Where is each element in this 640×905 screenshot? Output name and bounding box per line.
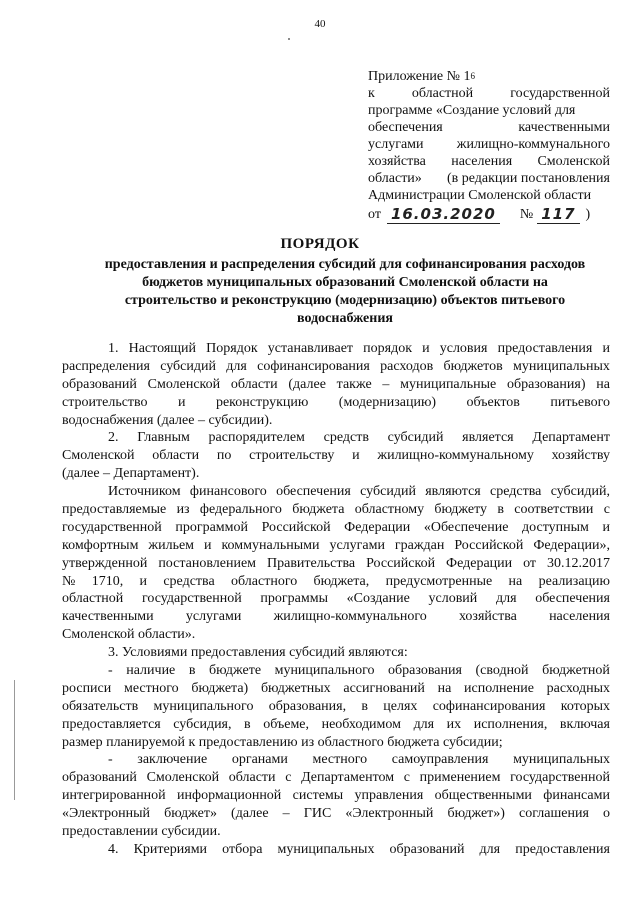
body-word: в — [497, 502, 504, 518]
body-word: (модернизацию) — [338, 394, 437, 410]
body-word: (далее — [231, 806, 269, 822]
body-word: хозяйству — [551, 448, 610, 464]
body-word: устанавливает — [267, 341, 354, 356]
body-word: программой — [175, 519, 249, 535]
body-word: софинансирования — [257, 358, 370, 374]
body-word: строительству — [249, 448, 335, 464]
body-line — [62, 662, 610, 680]
body-word: 4. — [108, 841, 119, 857]
appendix-line — [368, 136, 610, 153]
body-word: качественными — [62, 609, 154, 625]
appendix-word: областной — [411, 86, 474, 101]
body-word: субсидий, — [550, 484, 610, 500]
body-word: бюджету — [434, 502, 488, 518]
body-word: софинансирования — [432, 698, 546, 714]
body-word: Смоленской — [146, 770, 220, 786]
body-word: доступным — [522, 519, 589, 535]
body-word: наличие — [126, 663, 176, 679]
appendix-word: обеспечения — [368, 120, 443, 135]
document-title: ПОРЯДОК — [280, 236, 360, 252]
body-line — [62, 358, 610, 376]
body-word: бюджетов — [443, 358, 503, 374]
body-word: Критериями — [133, 841, 208, 857]
body-word: хозяйства — [458, 609, 517, 625]
body-line — [62, 501, 610, 519]
body-line-text: размер планируемой к предоставлению из областного бюджета субсидии; — [62, 734, 503, 750]
body-word: области — [152, 448, 200, 464]
body-word: (сводной — [475, 663, 529, 679]
body-word: и — [178, 394, 186, 410]
body-word: государственной — [141, 591, 242, 607]
scan-margin-mark — [14, 680, 16, 800]
body-word: применением — [419, 770, 501, 786]
body-line — [62, 823, 610, 841]
body-word: «Обеспечение — [423, 519, 509, 535]
body-word: жилищно-коммунальному — [377, 448, 534, 464]
body-word: необходимом — [321, 716, 402, 732]
body-word: исполнения, — [473, 716, 548, 732]
body-word: исполнение — [464, 680, 534, 696]
body-word: (далее — [288, 376, 326, 392]
body-line — [62, 394, 610, 412]
body-word: отбора — [222, 841, 263, 857]
body-word: расходов — [380, 358, 434, 374]
appendix-date-line — [368, 206, 610, 224]
body-line — [62, 787, 610, 805]
body-word: Департаментом — [301, 770, 395, 786]
appendix-label: Приложение № 1 — [368, 69, 471, 84]
body-word: «Электронный — [62, 806, 151, 822]
body-word: Федерации — [446, 555, 513, 571]
body-word: «Электронный — [345, 806, 434, 822]
body-word: реализацию — [538, 573, 610, 589]
body-word: субсидия, — [173, 716, 232, 732]
body-word: Федерации — [344, 519, 411, 535]
body-word: предоставляемые — [62, 502, 167, 518]
body-word: обязательств — [62, 698, 139, 714]
body-word: 30.12.2017 — [546, 555, 610, 571]
handwritten-date: 16.03.2020 — [387, 206, 500, 224]
body-line — [62, 805, 610, 823]
body-word: жилищно-коммунального — [273, 609, 427, 625]
body-word: для — [413, 716, 435, 732]
body-word: с — [403, 770, 411, 786]
body-word: Российской — [261, 519, 331, 535]
body-line — [62, 734, 610, 752]
appendix-superscript: 6 — [470, 71, 475, 81]
body-word: соответствии — [514, 502, 594, 518]
body-word: распорядителем — [208, 430, 305, 446]
body-word: - — [108, 752, 113, 768]
body-word: бюджет» — [164, 806, 217, 822]
body-line — [62, 465, 610, 483]
body-word: услугами — [185, 609, 242, 625]
body-word: средства — [490, 484, 542, 500]
body-word: из — [176, 502, 190, 518]
body-word: программы — [260, 591, 328, 607]
body-word: Главным — [137, 430, 190, 446]
body-line — [62, 644, 610, 662]
body-word: Департамент — [532, 430, 610, 446]
body-word: № — [62, 573, 76, 589]
body-word: порядок — [363, 341, 413, 356]
body-line — [62, 590, 610, 608]
body-word: бюджета, — [313, 573, 370, 589]
body-word: для — [226, 358, 247, 374]
body-word: образований — [62, 376, 137, 392]
body-word: обеспечения — [276, 484, 351, 500]
body-word: 1. — [108, 341, 119, 356]
body-word: объектов — [466, 394, 520, 410]
body-word: жильем — [148, 537, 195, 553]
body-word: и — [204, 537, 212, 553]
body-word: образования — [388, 663, 462, 679]
body-line — [62, 841, 610, 859]
body-word: соглашения — [519, 806, 589, 822]
body-word: средства — [163, 573, 215, 589]
body-line — [62, 751, 610, 769]
body-line-text: водоснабжения (далее – субсидии). — [62, 412, 273, 428]
body-word: расходных — [546, 680, 610, 696]
body-line — [62, 626, 610, 644]
body-word: целях — [383, 698, 418, 714]
appendix-word: хозяйства — [368, 154, 426, 169]
body-line — [62, 769, 610, 787]
body-word: условий — [428, 591, 478, 607]
body-word: включая — [559, 716, 610, 732]
body-line — [62, 698, 610, 716]
number-prefix: № — [519, 207, 534, 222]
appendix-line — [368, 85, 610, 102]
body-word: росписи — [62, 680, 112, 696]
body-word: бюджет») — [447, 806, 505, 822]
appendix-word: населения — [451, 154, 513, 169]
appendix-word: области» — [368, 171, 422, 186]
body-line — [62, 429, 610, 447]
body-word: бюджета) — [191, 680, 249, 696]
appendix-word: жилищно-коммунального — [456, 137, 610, 152]
number-suffix: ) — [585, 207, 591, 222]
body-word: на — [508, 573, 523, 589]
body-word: в — [361, 698, 368, 714]
body-word: для — [479, 841, 501, 857]
body-word: на — [596, 376, 610, 392]
body-word: в — [244, 716, 251, 732]
appendix-line — [368, 68, 610, 85]
body-word: субсидий — [160, 358, 216, 374]
appendix-line — [368, 153, 610, 170]
document-body — [62, 340, 610, 859]
body-word: областной — [62, 591, 124, 607]
body-word: бюджетной — [542, 663, 610, 679]
body-word: и — [422, 341, 430, 356]
body-word: является — [462, 430, 514, 446]
document-subtitle: предоставления и распределения субсидий для софинансирования расходов бюджетов муниципальных образований Смоленской области на строительство и реконструкцию (модернизацию) объектов питьевого водоснабжения — [104, 257, 586, 326]
body-word: общественными — [434, 788, 532, 804]
body-word: муниципального — [153, 698, 254, 714]
body-word: местного — [312, 752, 368, 768]
body-word: - — [108, 663, 113, 679]
body-word: Федерации», — [533, 537, 610, 553]
body-word: муниципальных — [513, 752, 610, 768]
body-line-text: (далее – Департамент). — [62, 466, 200, 482]
body-word: области — [228, 770, 276, 786]
body-word: с — [603, 502, 610, 518]
body-word: государственной — [510, 770, 610, 786]
body-word: областного — [231, 573, 298, 589]
body-word: – — [382, 376, 390, 392]
body-word: бюджета — [292, 502, 345, 518]
body-word: 1710, — [91, 573, 124, 589]
appendix-word: программе «Создание условий для — [368, 103, 576, 118]
body-line — [62, 537, 610, 555]
appendix-word: (в редакции постановления — [446, 171, 610, 186]
body-word: их — [446, 716, 462, 732]
date-prefix: от — [368, 207, 381, 222]
body-word: – — [282, 806, 290, 822]
appendix-word: государственной — [510, 86, 610, 101]
body-word: образований — [62, 770, 137, 786]
body-word: Настоящий — [128, 341, 197, 356]
body-word: «Создание — [346, 591, 410, 607]
page-number: 40 — [314, 18, 326, 30]
body-line-text: предоставлении субсидии. — [62, 824, 221, 840]
body-word: в — [188, 663, 196, 679]
body-word: реконструкцию — [215, 394, 309, 410]
body-line — [62, 573, 610, 591]
body-word: предоставляется — [62, 716, 161, 732]
body-word: муниципальные — [400, 376, 497, 392]
body-word: средств — [323, 430, 369, 446]
body-word: на — [437, 680, 452, 696]
body-line — [62, 447, 610, 465]
body-line — [62, 555, 610, 573]
body-word: муниципального — [274, 663, 375, 679]
body-word: предоставления — [497, 341, 593, 356]
body-word: и — [139, 573, 148, 589]
body-word: органами — [231, 752, 288, 768]
body-word: Источником — [108, 484, 181, 500]
body-word: Смоленской — [62, 448, 135, 464]
appendix-line — [368, 102, 610, 119]
body-word: с — [285, 770, 292, 786]
body-line — [62, 483, 610, 501]
body-word: заключение — [137, 752, 208, 768]
body-word: питьевого — [550, 394, 610, 410]
body-word: области — [230, 376, 278, 392]
body-word: местного — [123, 680, 179, 696]
appendix-line — [368, 187, 610, 204]
body-word: о — [603, 806, 610, 822]
body-line-text: Смоленской области». — [62, 627, 196, 643]
appendix-line — [368, 170, 610, 187]
body-word: Правительства — [267, 555, 356, 571]
body-line — [62, 519, 610, 537]
body-word: Смоленской — [147, 376, 221, 392]
body-line — [62, 340, 610, 358]
body-word: ГИС — [303, 806, 332, 822]
body-line — [62, 376, 610, 394]
body-word: предусмотренные — [385, 573, 493, 589]
body-word: управления — [354, 788, 424, 804]
body-word: для — [495, 591, 517, 607]
body-word: от — [523, 555, 537, 571]
body-word: комфортным — [62, 537, 139, 553]
body-word: постановлением — [158, 555, 257, 571]
body-line-text: 3. Условиями предоставления субсидий являются: — [108, 645, 408, 661]
body-word: предоставления — [515, 841, 610, 857]
body-word: населения — [549, 609, 610, 625]
body-word: которых — [560, 698, 610, 714]
appendix-word: Смоленской — [537, 154, 610, 169]
handwritten-number: 117 — [537, 206, 579, 224]
body-word: образований — [389, 841, 465, 857]
appendix-word: Администрации Смоленской области — [368, 188, 592, 203]
body-word: услугами — [329, 537, 385, 553]
body-word: интегрированной — [62, 788, 166, 804]
body-word: ассигнований — [343, 680, 425, 696]
appendix-line — [368, 119, 610, 136]
body-word: строительство — [62, 394, 148, 410]
appendix-word: услугами — [368, 137, 424, 152]
body-word: и — [352, 448, 360, 464]
body-word: субсидий — [360, 484, 416, 500]
appendix-word: качественными — [518, 120, 610, 135]
body-word: объеме, — [263, 716, 310, 732]
body-word: являются — [425, 484, 481, 500]
body-word: информационной — [177, 788, 282, 804]
body-word: бюджете — [209, 663, 262, 679]
body-line — [62, 716, 610, 734]
body-word: самоуправления — [391, 752, 489, 768]
body-word: коммунальными — [221, 537, 320, 553]
body-line — [62, 680, 610, 698]
body-word: обеспечения — [535, 591, 610, 607]
body-word: муниципальных — [513, 358, 610, 374]
scan-speck — [288, 38, 290, 40]
body-word: муниципальных — [277, 841, 375, 857]
body-word: граждан — [394, 537, 445, 553]
body-word: финансового — [189, 484, 267, 500]
body-word: распределения — [62, 358, 150, 374]
body-word: образования) — [506, 376, 586, 392]
body-word: условия — [439, 341, 488, 356]
body-word: бюджетных — [260, 680, 331, 696]
appendix-header — [368, 68, 610, 224]
body-line — [62, 608, 610, 626]
body-word: 2. — [108, 430, 119, 446]
body-word: Порядок — [206, 341, 258, 356]
body-word: по — [216, 448, 232, 464]
body-word: Российской — [454, 537, 524, 553]
body-word: также — [336, 376, 372, 392]
appendix-word: к — [368, 86, 375, 101]
body-word: и — [602, 519, 610, 535]
body-word: системы — [292, 788, 344, 804]
body-word: субсидий — [387, 430, 444, 446]
body-word: областному — [354, 502, 425, 518]
body-word: Российской — [366, 555, 436, 571]
body-word: федерального — [199, 502, 282, 518]
body-word: утвержденной — [62, 555, 148, 571]
body-word: финансами — [543, 788, 610, 804]
body-line — [62, 412, 610, 430]
body-word: и — [602, 341, 610, 356]
body-word: государственной — [62, 519, 162, 535]
body-word: образования, — [268, 698, 347, 714]
